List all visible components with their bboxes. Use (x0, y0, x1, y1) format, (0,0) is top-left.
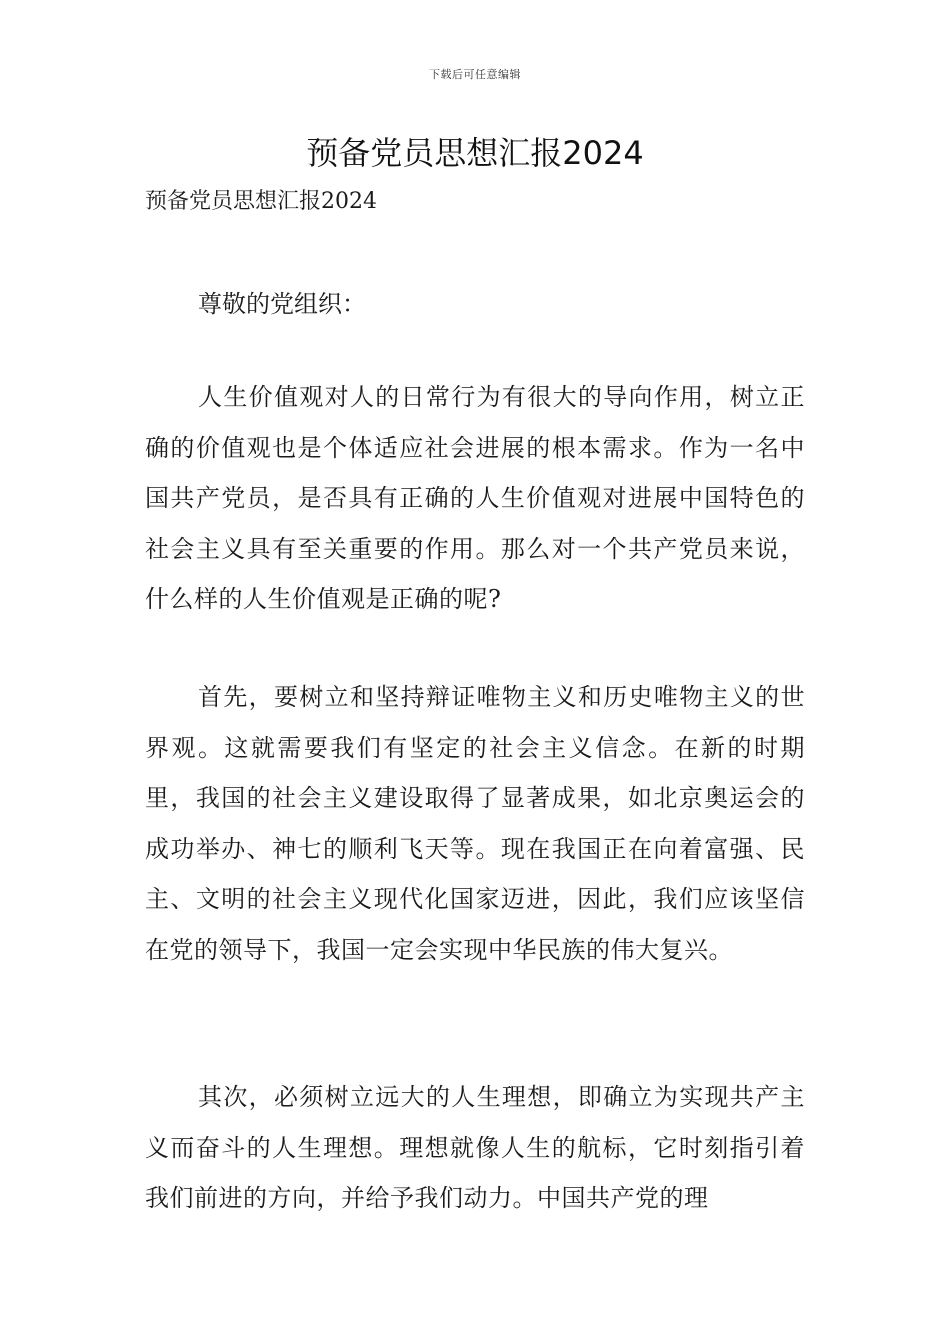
body-paragraph: 其次，必须树立远大的人生理想，即确立为实现共产主义而奋斗的人生理想。理想就像人生的航标，它时刻指引着我们前进的方向，并给予我们动力。中国共产党的理 (145, 1083, 805, 1212)
body-paragraph: 人生价值观对人的日常行为有很大的导向作用，树立正确的价值观也是个体适应社会进展的根本需求。作为一名中国共产党员，是否具有正确的人生价值观对进展中国特色的社会主义具有至关重要的作用。那么对一个共产党员来说，什么样的人生价值观是正确的呢? (145, 383, 805, 613)
header-note: 下载后可任意编辑 (429, 68, 521, 81)
document-subtitle: 预备党员思想汇报2024 (145, 189, 377, 214)
page-title: 预备党员思想汇报2024 (306, 134, 644, 172)
body-paragraph: 首先，要树立和坚持辩证唯物主义和历史唯物主义的世界观。这就需要我们有坚定的社会主义信念。在新的时期里，我国的社会主义建设取得了显著成果，如北京奥运会的成功举办、神七的顺利飞天等。现在我国正在向着富强、民主、文明的社会主义现代化国家迈进，因此，我们应该坚信在党的领导下，我国一定会实现中华民族的伟大复兴。 (145, 683, 805, 964)
salutation: 尊敬的党组织： (198, 290, 366, 318)
